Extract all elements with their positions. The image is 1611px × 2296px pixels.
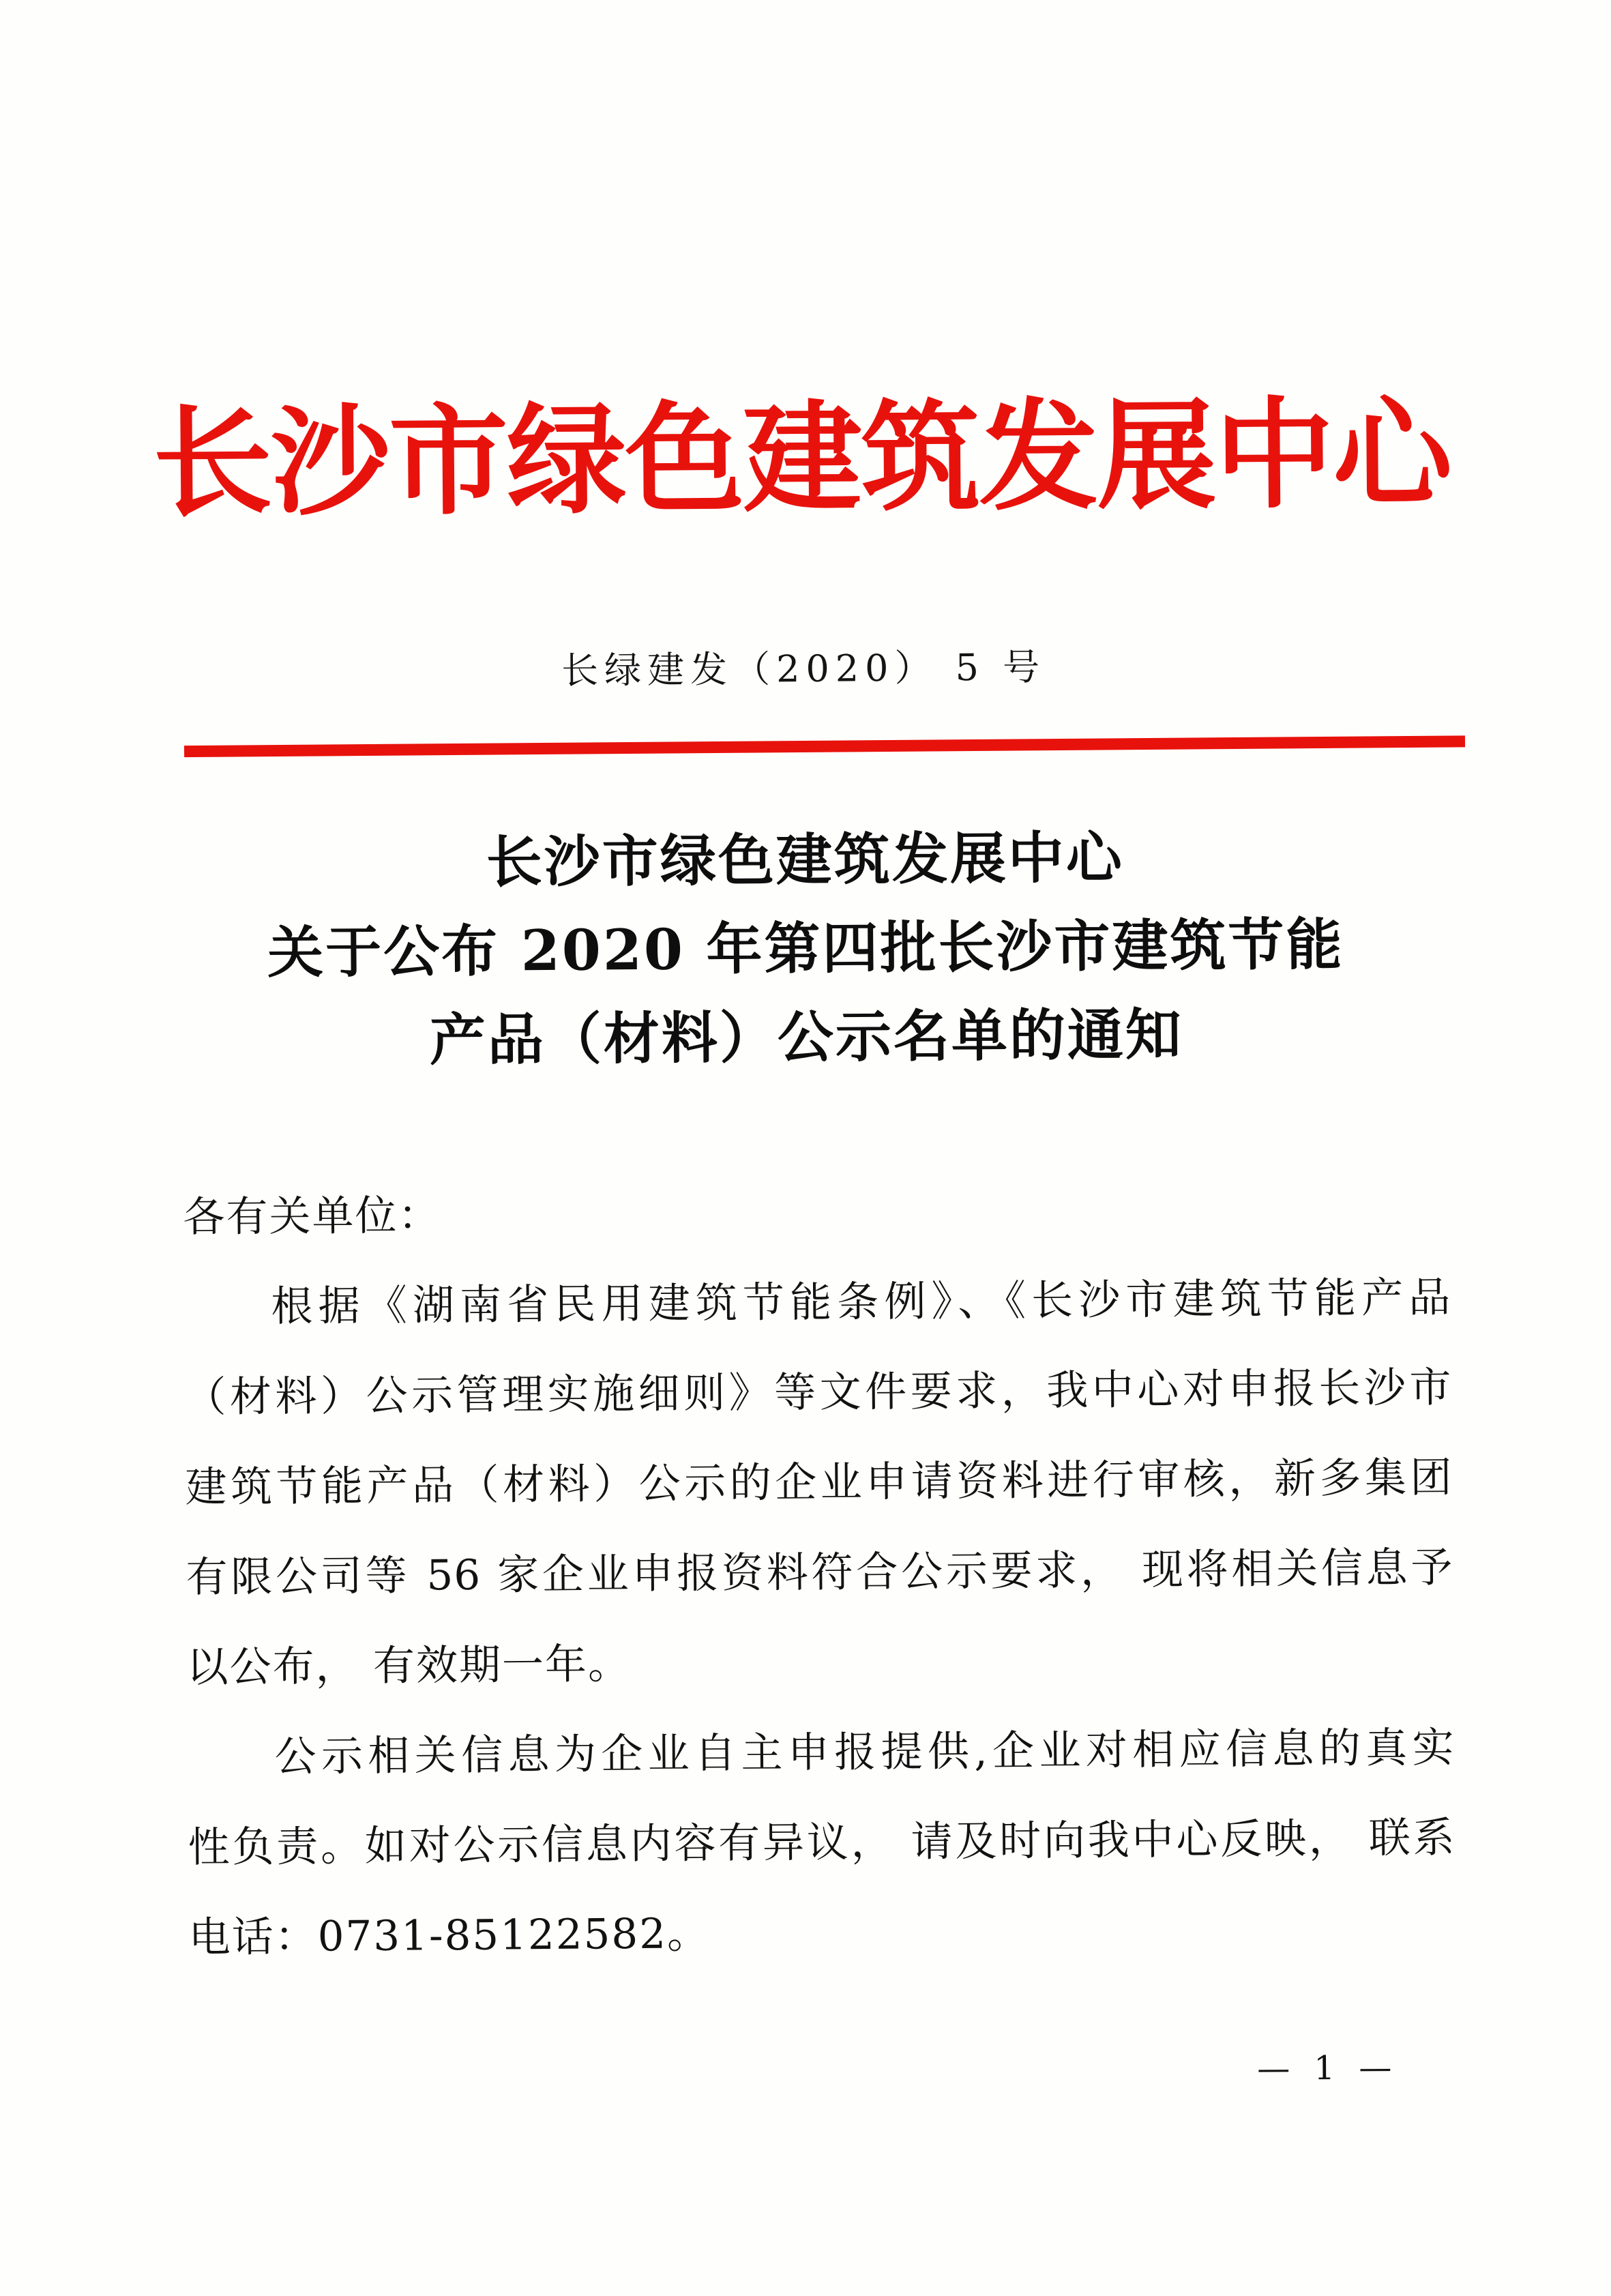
body-line: 性负责。如对公示信息内容有异议， 请及时向我中心反映， 联系 (188, 1813, 1455, 1872)
red-divider-line (184, 735, 1465, 757)
letterhead-title: 长沙市绿色建筑发展中心 (152, 383, 1451, 534)
doc-number: 长绿建发（2020） 5 号 (561, 645, 1046, 692)
body-line: 以公布， 有效期一年。 (186, 1640, 632, 1692)
notice-title-line-2: 关于公布 2020 年第四批长沙市建筑节能 (267, 911, 1344, 986)
document-body (183, 1163, 1456, 1984)
body-line: 建筑节能产品（材料）公示的企业申请资料进行审核，新多集团 (185, 1453, 1453, 1512)
page-number: — 1 — (1257, 2048, 1399, 2088)
notice-title-line-1: 长沙市绿色建筑发展中心 (486, 825, 1125, 896)
body-line: （材料）公示管理实施细则》等文件要求，我中心对申报长沙市 (184, 1363, 1452, 1422)
notice-title-line-3: 产品（材料）公示名单的通知 (429, 1001, 1184, 1074)
body-line: 电话：0731-85122582。 (188, 1909, 711, 1962)
notice-title (0, 810, 1611, 1089)
body-line: 根据《湖南省民用建筑节能条例》、《长沙市建筑节能产品 (271, 1273, 1451, 1331)
body-line: 公示相关信息为企业自主申报提供,企业对相应信息的真实 (274, 1723, 1455, 1782)
body-line: 有限公司等 56 家企业申报资料符合公示要求， 现将相关信息予 (186, 1543, 1453, 1602)
salutation: 各有关单位： (183, 1191, 441, 1242)
